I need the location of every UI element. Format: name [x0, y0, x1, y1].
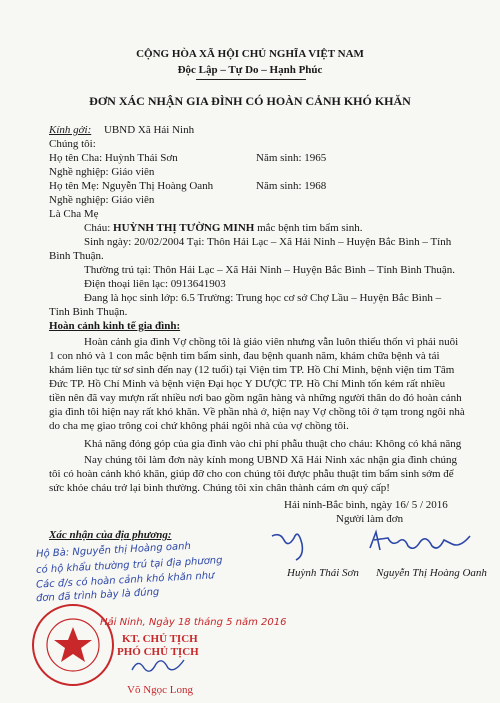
child-school: Đang là học sinh lớp: 6.5 Trường: Trung học cơ sở Chợ Lầu – Huyện Bắc Bình – — [84, 292, 442, 304]
relation-text: Là Cha Mẹ — [49, 208, 99, 220]
official-name: Võ Ngọc Long — [127, 684, 193, 696]
stamp-role-2: PHÓ CHỦ TỊCH — [117, 646, 199, 658]
local-confirm-label: Xác nhận của địa phương: — [49, 529, 172, 541]
child-school-province: Tỉnh Bình Thuận. — [49, 306, 128, 318]
child-residence: Thường trú tại: Thôn Hải Lạc – Xã Hải Ninh – Huyện Bắc Bình – Tỉnh Bình Thuận. — [84, 264, 456, 276]
mother-job: Nghề nghiệp: Giáo viên — [49, 194, 155, 206]
addressee — [49, 124, 194, 137]
intro-text: Chúng tôi: — [49, 138, 96, 150]
mother-signature — [366, 522, 476, 562]
child-name: HUỲNH THỊ TƯỜNG MINH — [113, 222, 255, 234]
paragraph1-line: do cha mẹ giao trông coi chứ không phải ngôi nhà của vợ chồng tôi. — [49, 420, 349, 432]
father-name: Họ tên Cha: Huỳnh Thái Sơn — [49, 152, 178, 164]
mother-birth-year: Năm sinh: 1968 — [256, 180, 327, 192]
child-condition: mắc bệnh tim bẩm sinh. — [257, 222, 363, 234]
handwritten-line: có hộ khẩu thường trú tại địa phương — [35, 555, 223, 576]
mother-signer-name: Nguyễn Thị Hoàng Oanh — [376, 567, 487, 579]
father-job: Nghề nghiệp: Giáo viên — [49, 166, 155, 178]
republic-header: CỘNG HÒA XÃ HỘI CHỦ NGHĨA VIỆT NAM — [136, 48, 364, 60]
stamp-role-1: KT. CHỦ TỊCH — [122, 633, 198, 645]
applicant-label: Người làm đơn — [336, 513, 404, 525]
paragraph1-line: 1 con nhỏ và 1 con mắc bệnh tim bẩm sinh, đau bệnh quanh năm, khám chữa bệnh và tái — [49, 350, 440, 362]
child-line-1 — [84, 222, 362, 235]
document-title: ĐƠN XÁC NHẬN GIA ĐÌNH CÓ HOÀN CẢNH KHÓ KHĂN — [89, 94, 411, 108]
situation-heading: Hoàn cảnh kinh tế gia đình: — [49, 320, 181, 332]
child-phone: Điện thoại liên lạc: 0913641903 — [84, 278, 226, 290]
paragraph1-line: khám liên tục từ sơ sinh đến nay (12 tuổi) tại Viện tim TP. Hồ Chí Minh, bệnh viện tim Tâm — [49, 364, 455, 376]
father-signature — [268, 520, 328, 562]
paragraph3-line: sức khỏe cháu trở lại bình thường. Chúng tôi xin chân thành cám ơn quý cấp! — [49, 482, 390, 494]
handwritten-line: Hộ Bà: Nguyễn thị Hoàng oanh — [35, 540, 192, 561]
handwritten-line: đơn đã trình bày là đúng — [35, 586, 160, 605]
paragraph3-line: tôi có hoàn cảnh khó khăn, giúp đỡ cho con chúng tôi được phẫu thuật tim bẩm sinh sớm để — [49, 468, 454, 480]
addressee-value: UBND Xã Hải Ninh — [103, 124, 195, 136]
stamp-date: Hải Ninh, Ngày 18 tháng 5 năm 2016 — [100, 617, 287, 628]
official-seal-icon — [30, 602, 116, 688]
paragraph3-line: Nay chúng tôi làm đơn này kính mong UBND Xã Hải Ninh xác nhận gia đình chúng — [84, 454, 458, 466]
paragraph1-line: Hoàn cảnh gia đình Vợ chồng tôi là giáo viên nhưng vẫn luôn thiếu thốn vì phải nuôi — [84, 336, 459, 348]
handwritten-line: Các đ/s có hoàn cảnh khó khăn như — [35, 570, 215, 591]
motto: Độc Lập – Tự Do – Hạnh Phúc — [177, 64, 323, 76]
child-label: Cháu: — [84, 222, 111, 234]
addressee-label: Kính gởi: — [49, 124, 92, 136]
date-place: Hải ninh-Bắc bình, ngày 16/ 5 / 2016 — [284, 499, 448, 511]
child-birth-line: Sinh ngày: 20/02/2004 Tại: Thôn Hải Lạc – Xã Hải Ninh – Huyện Bắc Bình – Tỉnh — [84, 236, 452, 248]
paragraph1-line: Đức TP. Hồ Chí Minh và bệnh viện Đại học Y DƯỢC TP. Hồ Chí Minh tốn kém rất nhiều — [49, 378, 446, 390]
child-birth-province: Bình Thuận. — [49, 250, 104, 262]
official-signature — [128, 652, 188, 678]
contribution-line: Khả năng đóng góp của gia đình vào chi phí phẫu thuật cho cháu: Không có khả năng — [84, 438, 462, 450]
father-birth-year: Năm sinh: 1965 — [256, 152, 327, 164]
paragraph1-line: tiền nên đã vay mượn rất nhiều nơi bao gồm ngân hàng và những người thân do đó hoàn cảnh — [49, 392, 462, 404]
motto-underline — [196, 79, 306, 80]
mother-name: Họ tên Mẹ: Nguyễn Thị Hoàng Oanh — [49, 180, 214, 192]
father-signer-name: Huỳnh Thái Sơn — [287, 567, 359, 579]
paragraph1-line: gia đình tôi hiện nay rất khó khăn. Về phần nhà ở, hiện nay Vợ chồng tôi ở tạm trong ngôi nhà — [49, 406, 465, 418]
